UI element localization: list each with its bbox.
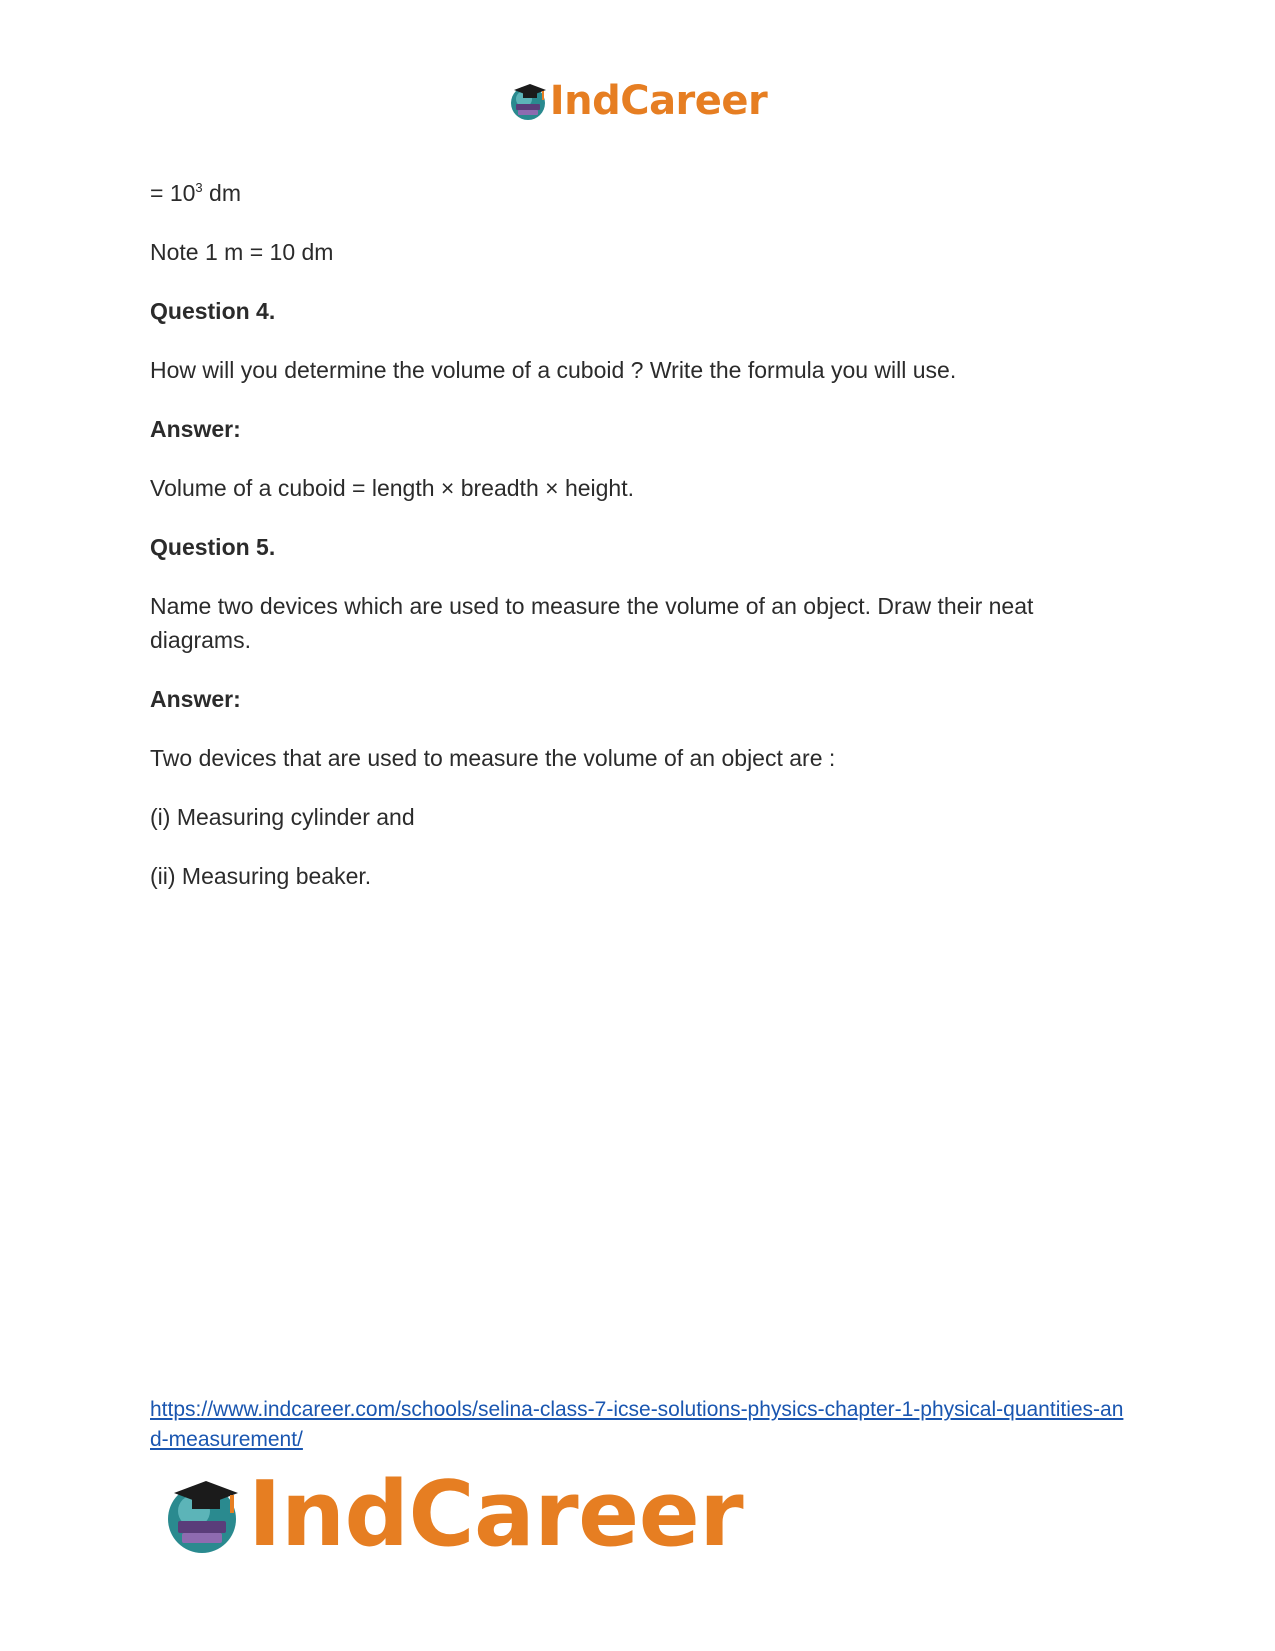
footer-logo-wordmark: IndCareer xyxy=(248,1462,744,1567)
question-4-heading: Question 4. xyxy=(150,298,276,324)
document-body xyxy=(150,176,1130,918)
logo-emblem-icon xyxy=(508,80,548,122)
equation-exponent: 3 xyxy=(195,180,203,195)
footer-logo xyxy=(160,1462,743,1567)
question-4-answer-heading: Answer: xyxy=(150,416,241,442)
question-5-answer: Two devices that are used to measure the volume of an object are : xyxy=(150,745,836,771)
question-5-text: Name two devices which are used to measure the volume of an object. Draw their neat diagrams. xyxy=(150,593,1034,653)
question-4-answer: Volume of a cuboid = length × breadth × height. xyxy=(150,475,634,501)
equation-unit: dm xyxy=(202,180,241,206)
question-5-answer-heading: Answer: xyxy=(150,686,241,712)
question-5-item-2: (ii) Measuring beaker. xyxy=(150,863,372,889)
logo-wordmark: IndCareer xyxy=(549,78,768,124)
question-5-heading: Question 5. xyxy=(150,534,276,560)
question-5-item-1: (i) Measuring cylinder and xyxy=(150,804,415,830)
equation-base: = 10 xyxy=(150,180,196,206)
header-logo xyxy=(0,78,1275,124)
footer-source-link[interactable]: https://www.indcareer.com/schools/selina-class-7-icse-solutions-physics-chapter-1-physical-quantities-and-measurement/ xyxy=(150,1398,1124,1451)
question-4-text: How will you determine the volume of a cuboid ? Write the formula you will use. xyxy=(150,357,957,383)
equation-line xyxy=(150,176,1130,210)
footer-logo-emblem-icon xyxy=(160,1473,244,1557)
note-line: Note 1 m = 10 dm xyxy=(150,239,334,265)
